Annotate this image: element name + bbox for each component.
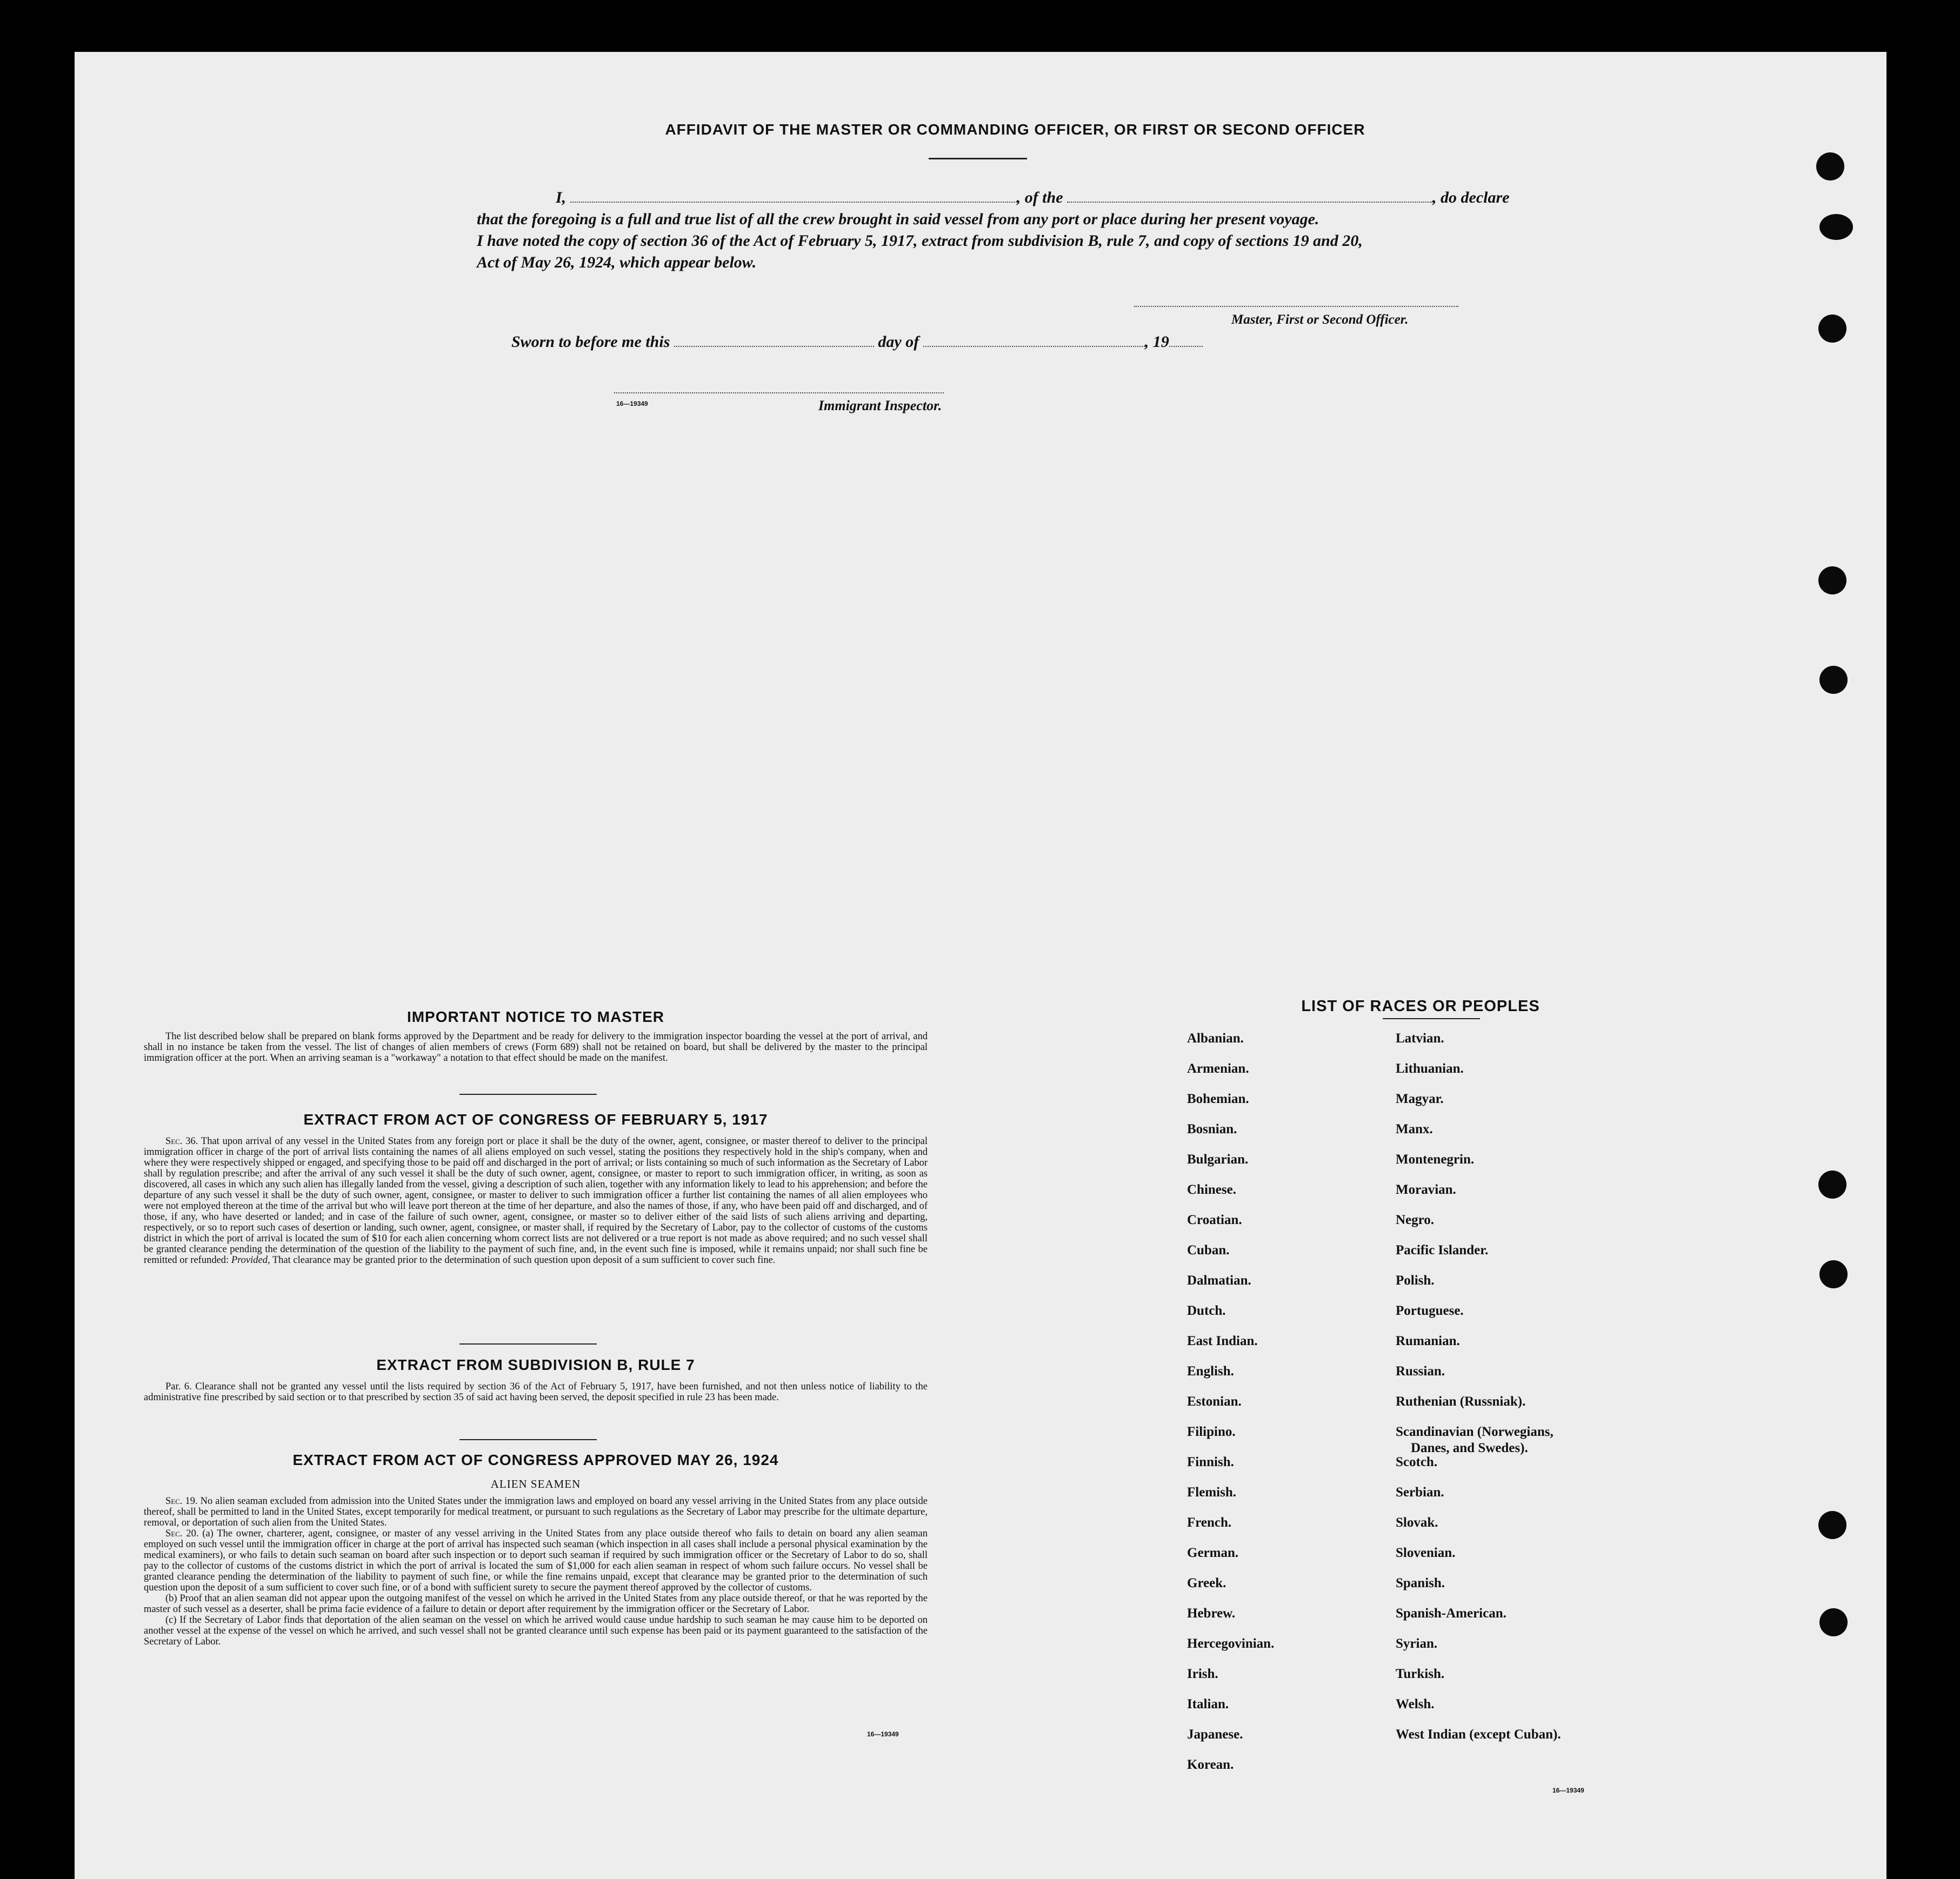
race-item: Irish. bbox=[1187, 1667, 1218, 1681]
race-item: English. bbox=[1187, 1364, 1234, 1379]
race-item: Flemish. bbox=[1187, 1485, 1236, 1500]
race-item: West Indian (except Cuban). bbox=[1396, 1727, 1561, 1742]
punch-hole bbox=[1818, 1171, 1846, 1199]
punch-hole bbox=[1818, 315, 1846, 343]
race-item: Spanish-American. bbox=[1396, 1606, 1506, 1621]
sec-19-label: Sec. 19. bbox=[165, 1496, 198, 1507]
notice-paragraph: The list described below shall be prepared on blank forms approved by the Department and be ready for delivery to the immigration inspector boarding the vessel at the port of arrival, and shall in no instance be taken from the vessel. The list of changes of alien members of crews (Form 689) shall not be retained on board, but shall be delivered by the master to the principal immigration officer at the port. When an arriving seaman is a "workaway" a notation to that effect should be made on the manifest. bbox=[144, 1031, 928, 1064]
notice-title: IMPORTANT NOTICE TO MASTER bbox=[406, 1008, 665, 1025]
sworn-day-field[interactable] bbox=[674, 346, 874, 347]
race-item: Serbian. bbox=[1396, 1485, 1444, 1500]
punch-hole bbox=[1819, 214, 1853, 240]
race-item: Lithuanian. bbox=[1396, 1061, 1464, 1076]
race-item: French. bbox=[1187, 1515, 1232, 1530]
inspector-signature-line[interactable] bbox=[614, 392, 944, 393]
subdivision-b-text bbox=[144, 1381, 928, 1403]
race-item: Filipino. bbox=[1187, 1425, 1236, 1439]
affidavit-of-the-label: , of the bbox=[1016, 189, 1063, 206]
punch-hole bbox=[1818, 566, 1846, 594]
race-item: Croatian. bbox=[1187, 1213, 1242, 1227]
sec-19-paragraph bbox=[144, 1496, 928, 1528]
extract-1924-text bbox=[144, 1496, 928, 1647]
extract-1917-text bbox=[144, 1136, 928, 1266]
signature-line[interactable] bbox=[1134, 306, 1458, 307]
race-item: Armenian. bbox=[1187, 1061, 1249, 1076]
races-title: LIST OF RACES OR PEOPLES bbox=[1301, 998, 1540, 1015]
race-item: Turkish. bbox=[1396, 1667, 1445, 1681]
race-item: Scandinavian (Norwegians, bbox=[1396, 1425, 1554, 1439]
races-form-number: 16—19349 bbox=[1552, 1787, 1584, 1794]
race-item: Spanish. bbox=[1396, 1576, 1445, 1590]
sec-19-text: No alien seaman excluded from admission into the United States under the immigration laws and employed on board any vessel arriving in the United States from any place outside thereof, shall be permitted to land in the United States, except temporarily for medical treatment, or pursuant to such regulations as the Secretary of Labor may prescribe for the ultimate departure, removal, or deportation of such alien from the United States. bbox=[144, 1496, 928, 1528]
subdivision-b-rule bbox=[459, 1439, 597, 1440]
provided-word: Provided, bbox=[231, 1255, 270, 1266]
par-6-paragraph: Par. 6. Clearance shall not be granted any vessel until the lists required by section 36 of the Act of February 5, 1917, have been furnished, and not then unless notice of liability to the administrative fine prescribed by said section or to that prescribed by section 35 of said act having been served, the deposit specified in rule 23 has been made. bbox=[144, 1381, 928, 1403]
race-item: Cuban. bbox=[1187, 1243, 1230, 1258]
punch-hole bbox=[1816, 152, 1844, 180]
affidavit-line-3: I have noted the copy of section 36 of the Act of February 5, 1917, extract from subdivision B, rule 7, and copy of sections 19 and 20, bbox=[477, 232, 1363, 250]
race-item: Portuguese. bbox=[1396, 1303, 1464, 1318]
race-item: Italian. bbox=[1187, 1697, 1229, 1711]
affidavit-line-2: that the foregoing is a full and true list of all the crew brought in said vessel from any port or place during her present voyage. bbox=[477, 210, 1319, 228]
race-item: Estonian. bbox=[1187, 1394, 1242, 1409]
punch-hole bbox=[1818, 1511, 1846, 1539]
punch-hole bbox=[1819, 1260, 1848, 1288]
sec-20a-text: (a) The owner, charterer, agent, consignee, or master of any vessel arriving in the United States from any place outside thereof who fails to detain on board any alien seaman employed on such vessel until the immigration officer in charge at the port of arrival has inspected such seaman (which inspection in all cases shall include a personal physical examination by the medical examiners), or who fails to detain such seaman on board after such inspection or to deport such seaman if required by such immigration officer or the Secretary of Labor to do so, shall pay to the collector of customs of the customs district in which the port of arrival is located the sum of $1,000 for each alien seaman in respect of whom such failure occurs. No vessel shall be granted clearance pending the determination of the liability to payment of such fine, or while the fine remains unpaid, except that clearance may be granted prior to the determination of such question upon the deposit of a sum sufficient to cover such fine, or of a bond with sufficient surety to secure the payment thereof approved by the collector of customs. bbox=[144, 1528, 928, 1593]
affidavit-do-declare-label: , do declare bbox=[1432, 189, 1510, 206]
signature-caption: Master, First or Second Officer. bbox=[1231, 312, 1409, 327]
extract-1917-rule bbox=[459, 1343, 597, 1345]
title-rule bbox=[929, 158, 1027, 159]
race-item: Danes, and Swedes). bbox=[1411, 1441, 1528, 1455]
sec-20c-paragraph: (c) If the Secretary of Labor finds that deportation of the alien seaman on the vessel on which he arrived would cause undue hardship to such seaman he may cause him to be deported on another vessel at the expense of the vessel on which he arrived, and such vessel shall not be granted clearance until such expense has been paid or its payment guaranteed to the satisfaction of the Secretary of Labor. bbox=[144, 1615, 928, 1647]
notice-text bbox=[144, 1031, 928, 1064]
sec-36-text-end: That clearance may be granted prior to the determination of such question upon deposit of a sum sufficient to cover such fine. bbox=[272, 1255, 776, 1266]
vessel-name-field[interactable] bbox=[1067, 202, 1432, 203]
sec-36-label: Sec. 36. bbox=[165, 1136, 198, 1147]
race-item: Welsh. bbox=[1396, 1697, 1435, 1711]
race-item: Japanese. bbox=[1187, 1727, 1243, 1742]
affidavit-body bbox=[477, 187, 1552, 273]
race-item: Moravian. bbox=[1396, 1182, 1456, 1197]
extract-form-number: 16—19349 bbox=[867, 1730, 899, 1738]
affidavit-form-number: 16—19349 bbox=[616, 400, 648, 407]
race-item: Korean. bbox=[1187, 1757, 1234, 1772]
race-item: Chinese. bbox=[1187, 1182, 1236, 1197]
race-item: Greek. bbox=[1187, 1576, 1226, 1590]
race-item: Polish. bbox=[1396, 1273, 1435, 1288]
extract-1917-title: EXTRACT FROM ACT OF CONGRESS OF FEBRUARY 5, 1917 bbox=[303, 1111, 768, 1128]
race-item: Syrian. bbox=[1396, 1636, 1438, 1651]
race-item: German. bbox=[1187, 1546, 1239, 1560]
sworn-year-field[interactable] bbox=[1169, 346, 1203, 347]
race-item: Russian. bbox=[1396, 1364, 1445, 1379]
race-item: Manx. bbox=[1396, 1122, 1433, 1136]
sec-20a-paragraph bbox=[144, 1528, 928, 1593]
extract-1924-title: EXTRACT FROM ACT OF CONGRESS APPROVED MAY 26, 1924 bbox=[292, 1452, 779, 1468]
officer-name-field[interactable] bbox=[570, 202, 1017, 203]
race-item: Albanian. bbox=[1187, 1031, 1244, 1046]
sec-20-label: Sec. 20. bbox=[165, 1528, 199, 1539]
race-item: Dutch. bbox=[1187, 1303, 1226, 1318]
race-item: Scotch. bbox=[1396, 1455, 1438, 1469]
races-rule bbox=[1383, 1018, 1480, 1019]
alien-seamen-subtitle: ALIEN SEAMEN bbox=[490, 1477, 581, 1490]
race-item: Dalmatian. bbox=[1187, 1273, 1251, 1288]
sec-36-text: That upon arrival of any vessel in the United States from any foreign port or place it shall be the duty of the owner, agent, consignee, or master thereof to deliver to the principal immigration officer in charge of the port of arrival lists containing the names of all aliens employed on such vessel, stating the positions they respectively hold in the ship's company, when and where they were respectively shipped or engaged, and specifying those to be paid off and discharged in the port of arrival; or lists containing so much of such information as the Secretary of Labor shall by regulation prescribe; and after the arrival of any such vessel it shall be the duty of such owner, agent, consignee, or master to report to such immigration officer, in writing, as soon as discovered, all cases in which any such alien has illegally landed from the vessel, giving a description of such alien, together with any information likely to lead to his apprehension; and before the departure of any such vessel it shall be the duty of such owner, agent, consignee, or master to deliver to such immigration officer a further list containing the names of all alien employees who were not employed thereon at the time of the arrival but who will leave port thereon at the time of her departure, and also the names of those, if any, who have been paid off and discharged, and of those, if any, who have deserted or landed; and in case of the failure of such owner, agent, consignee, or master so to deliver either of the said lists of such aliens arriving and departing, respectively, or so to report such cases of desertion or landing, such owner, agent, consignee, or master shall, if required by the Secretary of Labor, pay to the collector of customs of the customs district in which the port of arrival is located the sum of $10 for each alien concerning whom correct lists are not delivered or a true report is not made as above required; and no such vessel shall be granted clearance pending the determination of the question of the liability to the payment of such fine, and, in the event such fine is imposed, while it remains unpaid; nor shall such fine be remitted or refunded: bbox=[144, 1136, 928, 1266]
race-item: Magyar. bbox=[1396, 1092, 1444, 1106]
year-label: , 19 bbox=[1144, 333, 1169, 351]
day-of-label: day of bbox=[878, 333, 919, 351]
race-item: East Indian. bbox=[1187, 1334, 1258, 1348]
race-item: Negro. bbox=[1396, 1213, 1435, 1227]
affidavit-i-label: I, bbox=[556, 189, 566, 206]
race-item: Ruthenian (Russniak). bbox=[1396, 1394, 1526, 1409]
race-item: Bosnian. bbox=[1187, 1122, 1237, 1136]
race-item: Slovak. bbox=[1396, 1515, 1438, 1530]
race-item: Latvian. bbox=[1396, 1031, 1444, 1046]
subdivision-b-title: EXTRACT FROM SUBDIVISION B, RULE 7 bbox=[376, 1356, 695, 1373]
affidavit-line-4: Act of May 26, 1924, which appear below. bbox=[477, 253, 757, 271]
race-item: Bohemian. bbox=[1187, 1092, 1249, 1106]
race-item: Bulgarian. bbox=[1187, 1152, 1249, 1167]
race-item: Hebrew. bbox=[1187, 1606, 1236, 1621]
punch-hole bbox=[1819, 1608, 1848, 1636]
punch-hole bbox=[1819, 666, 1848, 694]
sec-36-paragraph bbox=[144, 1136, 928, 1266]
form-sheet bbox=[75, 52, 1886, 1879]
race-item: Pacific Islander. bbox=[1396, 1243, 1489, 1258]
affidavit-title: AFFIDAVIT OF THE MASTER OR COMMANDING OFFICER, OR FIRST OR SECOND OFFICER bbox=[665, 121, 1365, 138]
affidavit-line-1 bbox=[477, 187, 1552, 209]
race-item: Montenegrin. bbox=[1396, 1152, 1475, 1167]
sworn-label: Sworn to before me this bbox=[511, 333, 670, 351]
notice-rule bbox=[459, 1094, 597, 1095]
race-item: Finnish. bbox=[1187, 1455, 1234, 1469]
race-item: Hercegovinian. bbox=[1187, 1636, 1275, 1651]
race-item: Rumanian. bbox=[1396, 1334, 1460, 1348]
sec-20b-paragraph: (b) Proof that an alien seaman did not appear upon the outgoing manifest of the vessel on which he arrived in the United States from any place outside thereof, or that he was reported by the master of such vessel as a deserter, shall be prima facie evidence of a failure to detain or deport after requirement by the immigration officer or the Secretary of Labor. bbox=[144, 1593, 928, 1615]
race-item: Slovenian. bbox=[1396, 1546, 1456, 1560]
inspector-caption: Immigrant Inspector. bbox=[818, 398, 942, 413]
sworn-month-field[interactable] bbox=[923, 346, 1145, 347]
sworn-line bbox=[511, 333, 1203, 351]
